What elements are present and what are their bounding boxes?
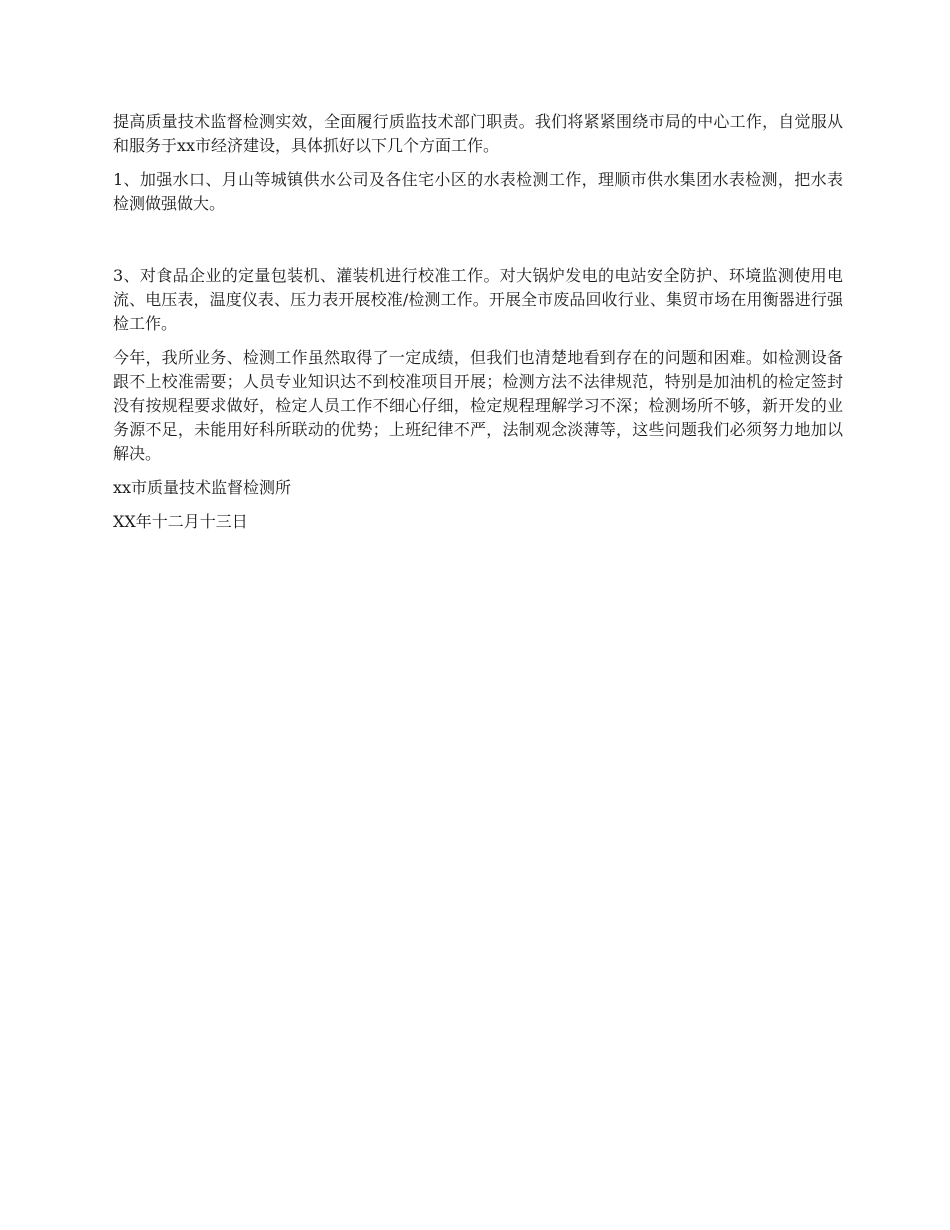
paragraph-problems: 今年，我所业务、检测工作虽然取得了一定成绩，但我们也清楚地看到存在的问题和困难。如检测设备跟不上校准需要；人员专业知识达不到校准项目开展；检测方法不法律规范，特别是加油机的检定签封没有按规程要求做好，检定人员工作不细心仔细，检定规程理解学习不深；检测场所不够，新开发的业务源不足，未能用好科所联动的优势；上班纪律不严，法制观念淡薄等，这些问题我们必须努力地加以解决。 bbox=[113, 348, 843, 463]
date-line: XX年十二月十三日 bbox=[113, 512, 248, 531]
paragraph-item-1: 1、加强水口、月山等城镇供水公司及各住宅小区的水表检测工作，理顺市供水集团水表检测，把水表检测做强做大。 bbox=[113, 170, 843, 213]
document-body bbox=[113, 110, 843, 544]
paragraph-intro: 提高质量技术监督检测实效，全面履行质监技术部门职责。我们将紧紧围绕市局的中心工作，自觉服从和服务于xx市经济建设，具体抓好以下几个方面工作。 bbox=[113, 112, 843, 155]
signature-line: xx市质量技术监督检测所 bbox=[113, 478, 292, 497]
blank-spacer bbox=[113, 226, 843, 264]
paragraph-item-3: 3、对食品企业的定量包装机、灌装机进行校准工作。对大锅炉发电的电站安全防护、环境监测使用电流、电压表，温度仪表、压力表开展校准/检测工作。开展全市废品回收行业、集贸市场在用衡器进行强检工作。 bbox=[113, 266, 843, 333]
